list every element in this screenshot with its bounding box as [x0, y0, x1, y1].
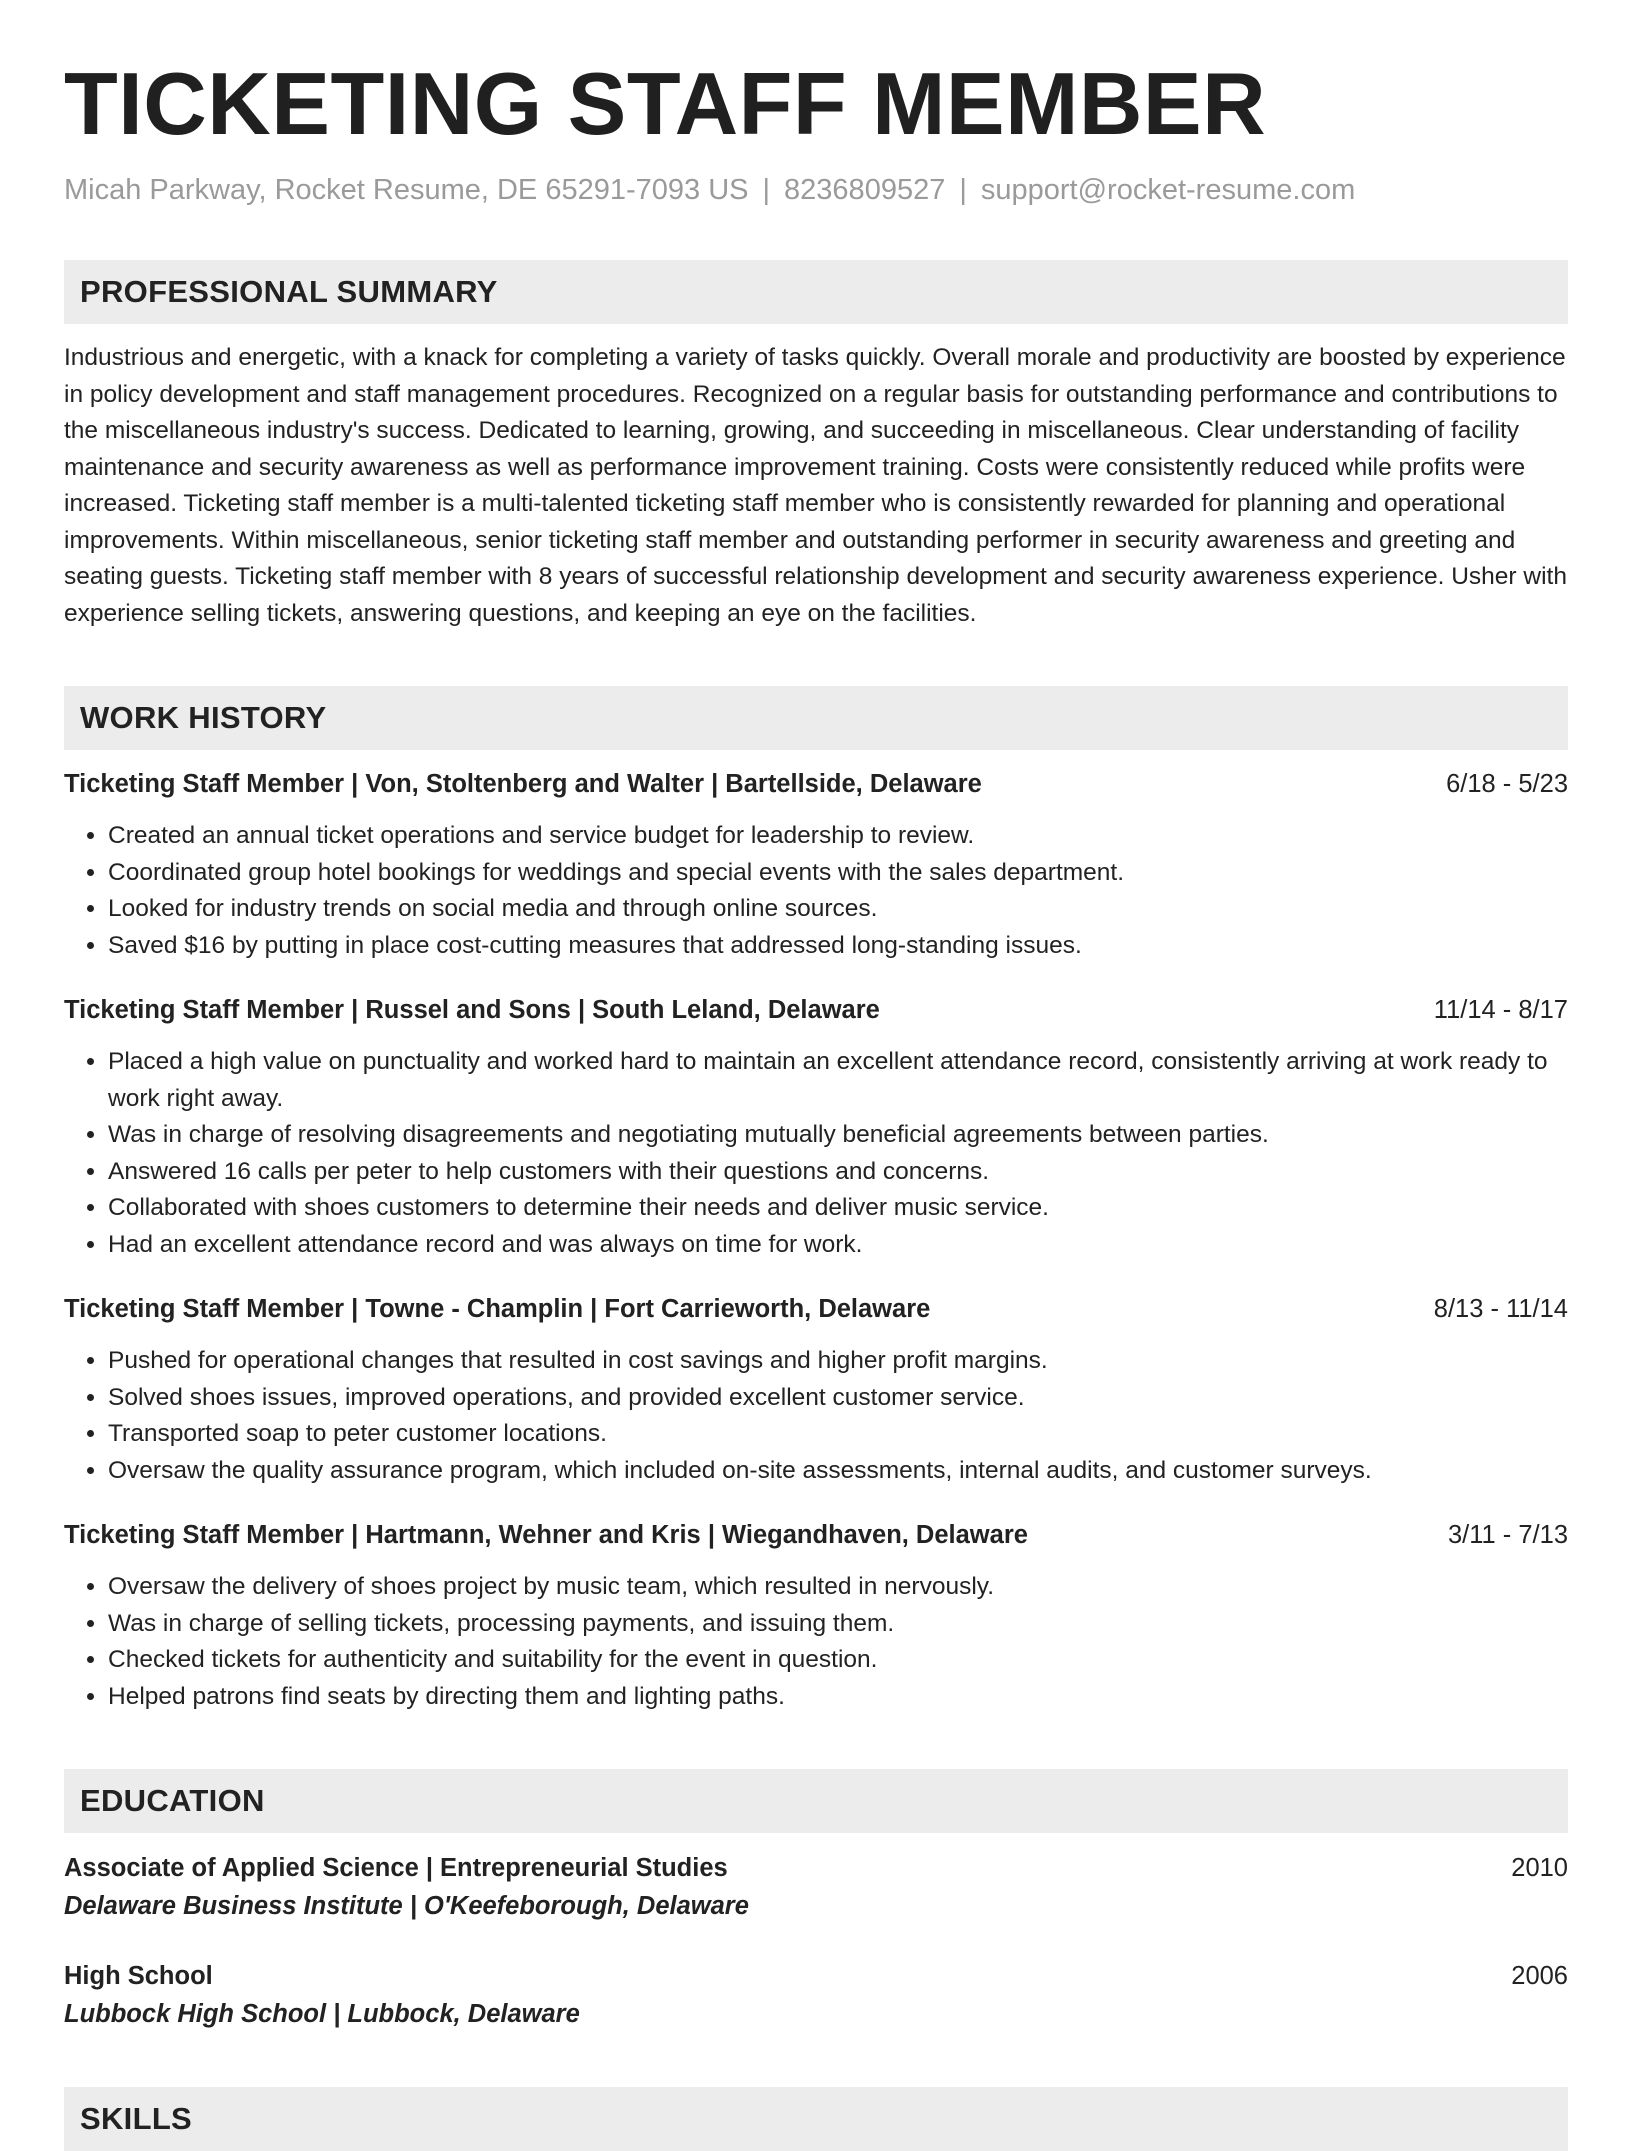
job-heading: Ticketing Staff Member | Von, Stoltenberg and Walter | Bartellside, Delaware — [64, 770, 982, 798]
job-bullet: • Answered 16 calls per peter to help customers with their questions and concerns. — [108, 1154, 1568, 1191]
job-bullet: • Oversaw the delivery of shoes project by music team, which resulted in nervously. — [108, 1569, 1568, 1606]
job-bullet: • Solved shoes issues, improved operations, and provided excellent customer service. — [108, 1380, 1568, 1417]
job-bullet: • Was in charge of resolving disagreements and negotiating mutually beneficial agreements between parties. — [108, 1117, 1568, 1154]
job-dates: 3/11 - 7/13 — [1447, 1521, 1568, 1549]
contact-email: support@rocket-resume.com — [980, 174, 1356, 206]
education-list — [64, 1849, 1568, 2033]
job-header — [64, 1517, 1568, 1553]
job-dates: 11/14 - 8/17 — [1433, 996, 1568, 1024]
job-bullet: • Was in charge of selling tickets, processing payments, and issuing them. — [108, 1606, 1568, 1643]
contact-separator: | — [762, 174, 771, 206]
summary-text: Industrious and energetic, with a knack for completing a variety of tasks quickly. Overall morale and productivity are boosted by experience in policy development and staff management procedures. Recognized on a regular basis for outstanding performance and contributions to the miscellaneous industry's success. Dedicated to learning, growing, and succeeding in miscellaneous. Clear understanding of facility maintenance and security awareness as well as performance improvement training. Costs were consistently reduced while profits were increased. Ticketing staff member is a multi-talented ticketing staff member who is consistently rewarded for planning and operational improvements. Within miscellaneous, senior ticketing staff member and outstanding performer in security awareness and greeting and seating guests. Ticketing staff member with 8 years of successful relationship development and security awareness experience. Usher with experience selling tickets, answering questions, and keeping an eye on the facilities. — [64, 344, 1567, 627]
job-heading: Ticketing Staff Member | Hartmann, Wehner and Kris | Wiegandhaven, Delaware — [64, 1521, 1028, 1549]
job-header — [64, 766, 1568, 802]
job-dates: 6/18 - 5/23 — [1446, 770, 1568, 798]
job-bullet: • Transported soap to peter customer locations. — [108, 1416, 1568, 1453]
contact-line — [64, 170, 1568, 210]
section-header-work-history: WORK HISTORY — [64, 686, 1568, 750]
job-bullets — [64, 1044, 1568, 1263]
job-dates: 8/13 - 11/14 — [1433, 1295, 1568, 1323]
job-bullet: • Looked for industry trends on social media and through online sources. — [108, 891, 1568, 928]
education-entry — [64, 1957, 1568, 2033]
education-year: 2006 — [1511, 1962, 1568, 1990]
job-bullet: • Checked tickets for authenticity and suitability for the event in question. — [108, 1642, 1568, 1679]
job-bullet: • Placed a high value on punctuality and worked hard to maintain an excellent attendance record, consistently arriving at work ready to work right away. — [108, 1044, 1568, 1117]
section-header-summary: PROFESSIONAL SUMMARY — [64, 260, 1568, 324]
job-bullet: • Collaborated with shoes customers to determine their needs and deliver music service. — [108, 1190, 1568, 1227]
job-bullet: • Helped patrons find seats by directing them and lighting paths. — [108, 1679, 1568, 1716]
education-degree: Associate of Applied Science | Entrepreneurial Studies — [64, 1854, 728, 1882]
education-entry — [64, 1849, 1568, 1925]
education-header — [64, 1849, 1568, 1887]
education-year: 2010 — [1511, 1854, 1568, 1882]
education-school: Delaware Business Institute | O'Keefeborough, Delaware — [64, 1892, 749, 1920]
job-entry — [64, 1291, 1568, 1489]
job-bullet: • Oversaw the quality assurance program, which included on-site assessments, internal audits, and customer surveys. — [108, 1453, 1568, 1490]
work-history-list — [64, 766, 1568, 1715]
job-header — [64, 1291, 1568, 1327]
section-header-skills: SKILLS — [64, 2087, 1568, 2151]
job-heading: Ticketing Staff Member | Russel and Sons | South Leland, Delaware — [64, 996, 880, 1024]
section-header-education: EDUCATION — [64, 1769, 1568, 1833]
job-bullets — [64, 1569, 1568, 1715]
education-school: Lubbock High School | Lubbock, Delaware — [64, 2000, 580, 2028]
education-degree: High School — [64, 1962, 213, 1990]
job-bullet: • Had an excellent attendance record and was always on time for work. — [108, 1227, 1568, 1264]
contact-phone: 8236809527 — [784, 174, 946, 206]
job-heading: Ticketing Staff Member | Towne - Champlin | Fort Carrieworth, Delaware — [64, 1295, 931, 1323]
job-bullet: • Created an annual ticket operations and service budget for leadership to review. — [108, 818, 1568, 855]
job-bullets — [64, 1343, 1568, 1489]
job-entry — [64, 766, 1568, 964]
resume-title: TICKETING STAFF MEMBER — [64, 54, 1267, 153]
contact-separator: | — [959, 174, 967, 206]
job-bullets — [64, 818, 1568, 964]
contact-address: Micah Parkway, Rocket Resume, DE 65291-7093 US — [64, 174, 749, 206]
job-bullet: • Coordinated group hotel bookings for weddings and special events with the sales department. — [108, 855, 1568, 892]
education-header — [64, 1957, 1568, 1995]
job-bullet: • Saved $16 by putting in place cost-cutting measures that addressed long-standing issues. — [108, 928, 1568, 965]
job-entry — [64, 992, 1568, 1263]
job-bullet: • Pushed for operational changes that resulted in cost savings and higher profit margins. — [108, 1343, 1568, 1380]
job-entry — [64, 1517, 1568, 1715]
job-header — [64, 992, 1568, 1028]
